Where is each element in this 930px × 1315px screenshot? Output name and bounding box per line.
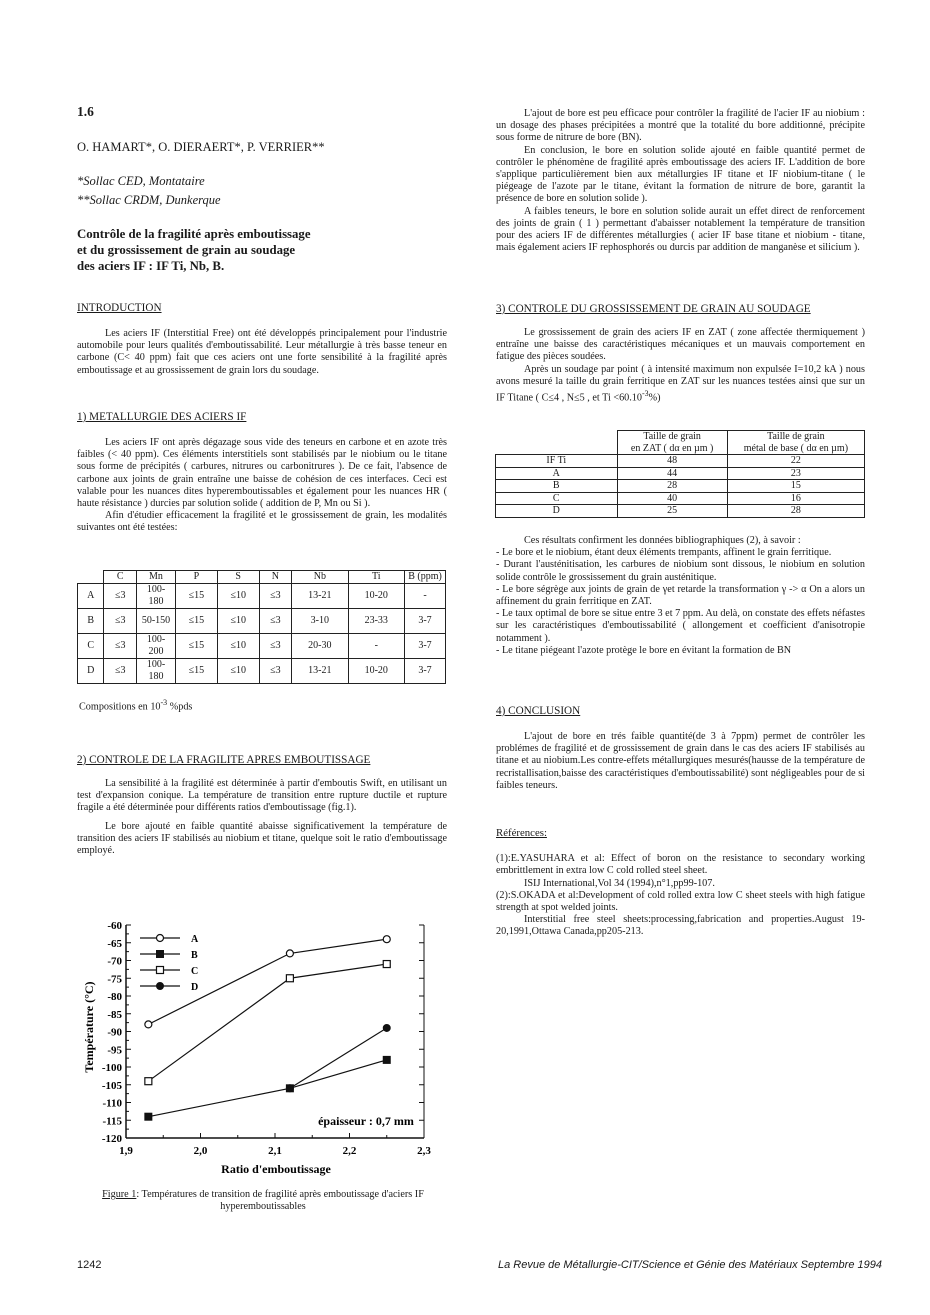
legend-label-B: B [191, 950, 198, 961]
cell: ≤3 [259, 608, 292, 633]
figure-label: Figure 1 [102, 1189, 137, 1200]
table-row [78, 658, 446, 683]
cell: C [496, 492, 618, 505]
series-line-B [148, 1060, 386, 1117]
table-row [496, 492, 865, 505]
y-tick-label: -60 [107, 920, 122, 932]
legend-label-D: D [191, 982, 199, 993]
cell: 48 [617, 455, 727, 468]
x-tick-label: 2,2 [342, 1145, 357, 1157]
paragraph-2-exponent: -3 [642, 389, 649, 399]
title-line-3: des aciers IF : IF Ti, Nb, B. [77, 259, 225, 273]
data-point-B [383, 1056, 390, 1063]
right-paragraph-2: En conclusion, le bore en solution solide ajouté en faible quantité permet de contrôler le phénomène de fragilité après emboutissage des aciers IF. L'addition de bore s'applique particulièrement bien aux métallurgies IF titane et IF niobium-titane ( le piégeage de l'azote par le titane, évitant la formation de nitrure de bore, garantit la présence de bore en solution solide ). [496, 144, 865, 205]
y-tick-label: -65 [107, 937, 122, 950]
cell: - [348, 633, 404, 658]
grain-size-table [495, 430, 865, 518]
reference-1-source: ISIJ International,Vol 34 (1994),n°1,pp99-107. [524, 877, 715, 889]
data-point-B [145, 1113, 152, 1120]
header-line: Taille de grain [643, 431, 701, 442]
cell: 10-20 [348, 583, 404, 608]
col-header: Mn [136, 571, 175, 584]
bullet-1: - Le bore et le niobium, étant deux éléments trempants, affinent le grain ferritique. [496, 547, 832, 559]
legend-label-C: C [191, 966, 199, 977]
cell: 10-20 [348, 658, 404, 683]
section-number: 1.6 [77, 104, 94, 119]
page-number: 1242 [77, 1259, 102, 1271]
x-axis-label: Ratio d'emboutissage [221, 1162, 331, 1176]
x-tick-label: 1,9 [119, 1145, 133, 1157]
title-line-1: Contrôle de la fragilité après emboutissage [77, 227, 311, 241]
table-corner [496, 431, 618, 455]
table-row [78, 583, 446, 608]
cell: ≤3 [104, 583, 137, 608]
bullet-3: - Le bore ségrège aux joints de grain de γet retarde la transformation γ -> α On a alors un affinement du grain ferritique en ZAT. [496, 583, 865, 608]
table-row [496, 467, 865, 480]
section-1-heading: 1) METALLURGIE DES ACIERS IF [77, 411, 247, 423]
bullet-5: - Le titane piégeant l'azote protège le bore en évitant la formation de BN [496, 644, 792, 656]
cell: 28 [617, 480, 727, 493]
cell: 3-7 [405, 633, 446, 658]
cell: 100-200 [136, 633, 175, 658]
data-point-C [145, 1078, 152, 1085]
y-tick-label: -95 [107, 1044, 122, 1057]
cell: 3-7 [405, 608, 446, 633]
bullet-4: - Le taux optimal de bore se situe entre 3 et 7 ppm. Au delà, on constate des effets néfastes sur les caractéristiques d'emboutissabilité ( allongement et coefficient d'anisotropie notamment ). [496, 608, 865, 644]
cell: B [496, 480, 618, 493]
cell: ≤3 [259, 658, 292, 683]
section-2-paragraph-1: La sensibilité à la fragilité est déterminée à partir d'emboutis Swift, en utilisant un test d'expansion conique. La température de transition entre rupture ductile et rupture fragile a été déterminée pour différents ratios d'emboutissage (fig.1). [77, 778, 447, 814]
y-tick-label: -115 [102, 1115, 122, 1128]
data-point-C [286, 975, 293, 982]
caption-text: Compositions en 10 [79, 701, 161, 713]
references-heading: Références: [496, 827, 547, 839]
cell: ≤10 [217, 583, 259, 608]
cell: ≤3 [259, 633, 292, 658]
cell: B [78, 608, 104, 633]
legend-marker-A [157, 935, 164, 942]
cell: 3-7 [405, 658, 446, 683]
cell: 100-180 [136, 658, 175, 683]
y-tick-label: -85 [107, 1008, 122, 1021]
header-line: Taille de grain [767, 431, 825, 442]
cell: - [405, 583, 446, 608]
cell: 23 [727, 467, 864, 480]
series-line-C [148, 964, 386, 1081]
cell: 13-21 [292, 658, 348, 683]
series-line-D [290, 1028, 387, 1088]
cell: C [78, 633, 104, 658]
section-3-paragraph-3: Ces résultats confirment les données bibliographiques (2), à savoir : [524, 535, 801, 546]
cell: ≤15 [175, 608, 217, 633]
cell: ≤10 [217, 608, 259, 633]
data-point-C [383, 961, 390, 968]
y-tick-label: -80 [107, 991, 122, 1003]
y-tick-label: -70 [107, 955, 122, 968]
cell: ≤3 [104, 608, 137, 633]
cell: 3-10 [292, 608, 348, 633]
caption-exponent: -3 [160, 698, 168, 707]
data-point-D [383, 1024, 390, 1031]
section-3-heading: 3) CONTROLE DU GROSSISSEMENT DE GRAIN AU SOUDAGE [496, 303, 811, 315]
figure-caption-line-2: hyperemboutissables [220, 1201, 306, 1213]
cell: ≤10 [217, 658, 259, 683]
section-2-heading: 2) CONTROLE DE LA FRAGILITE APRES EMBOUTISSAGE [77, 754, 371, 766]
x-tick-label: 2,1 [268, 1145, 282, 1157]
x-tick-label: 2,0 [193, 1145, 208, 1157]
cell: D [496, 505, 618, 518]
col-header: P [175, 571, 217, 584]
section-1-paragraph-2: Afin d'étudier efficacement la fragilité et le grossissement de grain, les modalités suivantes ont été testées: [77, 510, 447, 534]
data-point-D [286, 1085, 293, 1092]
paper-title [77, 226, 477, 274]
reference-2: (2):S.OKADA et al:Development of cold rolled extra low C sheet steels with high fatigue strength at spot welded joints. [496, 889, 865, 914]
cell: 22 [727, 455, 864, 468]
col-header-base [727, 431, 864, 455]
col-header-zat [617, 431, 727, 455]
header-line: en ZAT ( dα en µm ) [630, 442, 714, 454]
bullet-2: - Durant l'austénitisation, les carbures de niobium sont dissous, le niobium en solution solide contrôle le grossissement du grain austénitique. [496, 559, 865, 583]
legend-label-A: A [191, 934, 199, 945]
cell: A [496, 467, 618, 480]
cell: D [78, 658, 104, 683]
journal-footer: La Revue de Métallurgie-CIT/Science et Génie des Matériaux Septembre 1994 [498, 1259, 882, 1271]
legend-marker-C [157, 967, 164, 974]
data-point-A [145, 1021, 152, 1028]
cell: 40 [617, 492, 727, 505]
col-header: N [259, 571, 292, 584]
intro-heading: INTRODUCTION [77, 302, 162, 314]
cell: ≤3 [104, 633, 137, 658]
table-row [496, 505, 865, 518]
cell: IF Ti [496, 455, 618, 468]
cell: ≤15 [175, 633, 217, 658]
table-row [78, 608, 446, 633]
y-tick-label: -120 [101, 1133, 122, 1145]
affiliation-2: **Sollac CRDM, Dunkerque [77, 193, 221, 207]
cell: ≤15 [175, 658, 217, 683]
legend-marker-B [157, 951, 164, 958]
composition-caption [79, 697, 192, 714]
table-corner [78, 571, 104, 584]
cell: 100-180 [136, 583, 175, 608]
authors: O. HAMART*, O. DIERAERT*, P. VERRIER** [77, 140, 325, 154]
y-tick-label: -105 [101, 1079, 122, 1092]
paragraph-2-end: %) [648, 392, 661, 404]
caption-unit: %pds [167, 701, 193, 713]
cell: ≤15 [175, 583, 217, 608]
col-header: S [217, 571, 259, 584]
header-line: métal de base ( dα en µm) [743, 442, 849, 454]
right-paragraph-1: L'ajout de bore est peu efficace pour contrôler la fragilité de l'acier IF au niobium : un dosage des phases précipitées a montré que la totalité du bore additionné, précipite sous forme de nitrure de bore (BN). [496, 108, 865, 144]
reference-2-source: Interstitial free steel sheets:processing,fabrication and properties.August 19-20,1991,Ottawa Canada,pp205-213. [496, 914, 865, 938]
reference-1: (1):E.YASUHARA et al: Effect of boron on the resistance to secondary working embrittlement in extra low C cold rolled steel sheet. [496, 853, 865, 877]
figure-caption-text: : Températures de transition de fragilité après emboutissage d'aciers IF [136, 1189, 424, 1200]
table-row [78, 633, 446, 658]
section-1-paragraph-1: Les aciers IF ont après dégazage sous vide des teneurs en carbone et en azote très faibles (< 40 ppm). Ces éléments interstitiels sont stabilisés par le niobium ou le titane sous forme de précipités ( carbures, nitrures ou carbonitrures ). De ce fait, l'absence de carbone aux joints de grain entraîne une baisse de cohésion de ces interfaces. Ceci est valable pour les nuances dites hyperemboutissables et également pour les nuances HR ( haute résistance ) durcies par solution solide ( addition de P, Mn ou Si ). [77, 437, 447, 510]
table-row [496, 480, 865, 493]
y-tick-label: -100 [101, 1062, 122, 1074]
data-point-A [383, 936, 390, 943]
chart-legend [140, 934, 199, 993]
chart-series [145, 936, 390, 1120]
section-3-paragraph-2 [496, 364, 865, 405]
table-row [496, 455, 865, 468]
y-tick-label: -90 [107, 1026, 122, 1039]
figure-caption [78, 1189, 448, 1213]
transition-temperature-chart [80, 915, 450, 1180]
legend-marker-D [157, 983, 164, 990]
affiliation-1: *Sollac CED, Montataire [77, 174, 205, 188]
cell: 16 [727, 492, 864, 505]
paragraph-2-text: Après un soudage par point ( à intensité maximum non expulsée I=10,2 kA ) nous avons mesuré la taille du grain ferritique en ZAT sur les nuances testées ainsi que sur un IF Titane ( C≤4 , N≤5 , et Ti <60.10 [496, 363, 865, 404]
cell: 28 [727, 505, 864, 518]
cell: ≤3 [259, 583, 292, 608]
cell: 50-150 [136, 608, 175, 633]
title-line-2: et du grossissement de grain au soudage [77, 243, 296, 257]
cell: 15 [727, 480, 864, 493]
cell: 23-33 [348, 608, 404, 633]
col-header: Nb [292, 571, 348, 584]
thickness-annotation: épaisseur : 0,7 mm [318, 1114, 414, 1128]
cell: 25 [617, 505, 727, 518]
cell: ≤3 [104, 658, 137, 683]
y-axis-label: Température (°C) [82, 981, 96, 1073]
series-line-A [148, 939, 386, 1024]
col-header: Ti [348, 571, 404, 584]
col-header: C [104, 571, 137, 584]
cell: ≤10 [217, 633, 259, 658]
y-tick-label: -110 [102, 1097, 122, 1110]
right-paragraph-3: A faibles teneurs, le bore en solution solide aurait un effet direct de renforcement des joints de grain ( 1 ) permettant d'abaisser notablement la température de transition pour des aciers IF de différentes métallurgies ( acier IF base titane et niobium - titane, mais également aciers IF rephosphorés ou durcis par addition de manganèse et silicium ). [496, 205, 865, 254]
intro-text: Les aciers IF (Interstitial Free) ont été développés principalement pour l'industrie automobile pour leurs qualités d'emboutissabilité. Leur métallurgie à très basse teneur en carbone (C< 40 ppm) fait que ces aciers ont une forte sensibilité à la fragilité après emboutissage et au grossissement de grain lors du soudage. [77, 328, 447, 376]
cell: 20-30 [292, 633, 348, 658]
data-point-A [286, 950, 293, 957]
y-tick-label: -75 [107, 973, 122, 986]
composition-table [77, 570, 446, 684]
cell: 44 [617, 467, 727, 480]
x-tick-label: 2,3 [417, 1145, 431, 1157]
section-4-heading: 4) CONCLUSION [496, 705, 581, 717]
cell: 13-21 [292, 583, 348, 608]
section-3-paragraph-1: Le grossissement de grain des aciers IF en ZAT ( zone affectée thermiquement ) entraîne une baisse des caractéristiques mécaniques et un mauvais comportement en fatigue des pièces soudées. [496, 327, 865, 363]
cell: A [78, 583, 104, 608]
col-header: B (ppm) [405, 571, 446, 584]
conclusion-text: L'ajout de bore en trés faible quantité(de 3 à 7ppm) permet de contrôler les problémes de fragilité et de grossissement de grain dans le cas des aciers IF stabilisés au titane et au niobium.Les contre-effets métallurgiques mesurés(hausse de la température de recristallisation,baisse des caractéristiques d'emboutissabilité) sont négligeables pour de si faibles teneurs. [496, 731, 865, 791]
section-2-paragraph-2: Le bore ajouté en faible quantité abaisse significativement la température de transition des aciers IF stabilisés au niobium et titane, quelque soit le ratio d'emboutissage employé. [77, 820, 447, 857]
